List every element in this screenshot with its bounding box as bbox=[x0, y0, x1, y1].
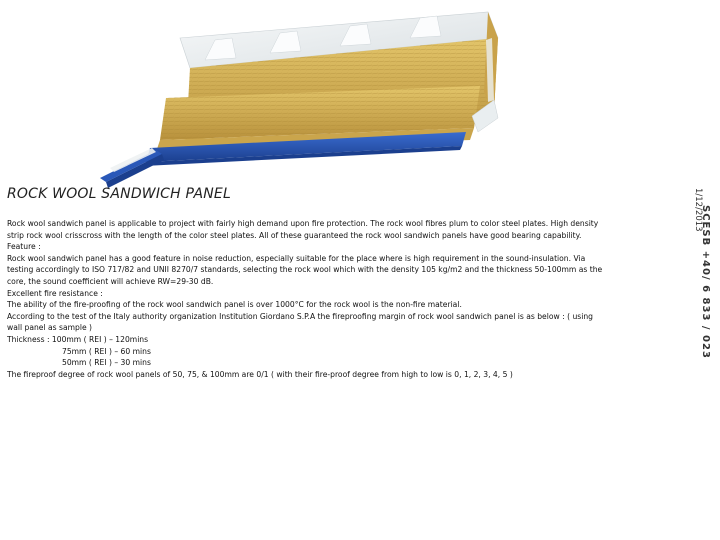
body-line: testing accordingly to ISO 717/82 and UNII 8270/7 standards, selecting the rock wool which with the density 105 kg/m2 and the thickness 50-100mm as the bbox=[7, 265, 603, 275]
body-line: Rock wool sandwich panel has a good feature in noise reduction, especially suitable for the place where is high requirement in the sound-insulation. Via bbox=[7, 253, 586, 263]
section-heading: Excellent fire resistance : bbox=[7, 288, 103, 298]
side-code: SCESB +40/ 6 833 / 023 bbox=[700, 205, 711, 359]
body-line: Rock wool sandwich panel is applicable to project with fairly high demand upon fire protection. The rock wool fibres plum to color steel plates. High density bbox=[7, 219, 599, 228]
blue-sheet bbox=[100, 148, 164, 188]
description-body bbox=[7, 218, 687, 380]
thickness-row: 50mm ( REI ) – 30 mins bbox=[62, 358, 151, 368]
side-date: 1/12/2013 bbox=[693, 188, 703, 232]
thickness-row: Thickness : 100mm ( REI ) – 120mins bbox=[7, 334, 149, 344]
body-line: wall panel as sample ) bbox=[7, 323, 92, 333]
page-title: ROCK WOOL SANDWICH PANEL bbox=[7, 186, 231, 202]
thickness-row: 75mm ( REI ) – 60 mins bbox=[62, 346, 151, 356]
wall-panel bbox=[144, 86, 480, 166]
body-line: core, the sound coefficient will achieve RW=29-30 dB. bbox=[7, 276, 214, 286]
section-heading: Feature : bbox=[7, 242, 41, 252]
body-line: According to the test of the Italy authority organization Institution Giordano S.P.A the fireproofing margin of rock wool sandwich panel is as below : ( using bbox=[7, 311, 593, 321]
body-line: strip rock wool crisscross with the length of the color steel plates. All of these guaranteed the rock wool sandwich panels have good bearing capability. bbox=[7, 230, 582, 240]
body-line: The fireproof degree of rock wool panels of 50, 75, & 100mm are 0/1 ( with their fire-proof degree from high to low is 0, 1, 2, 3, 4, 5 ) bbox=[7, 369, 513, 379]
body-line: The ability of the fire-proofing of the rock wool sandwich panel is over 1000°C for the rock wool is the non-fire material. bbox=[7, 300, 462, 310]
